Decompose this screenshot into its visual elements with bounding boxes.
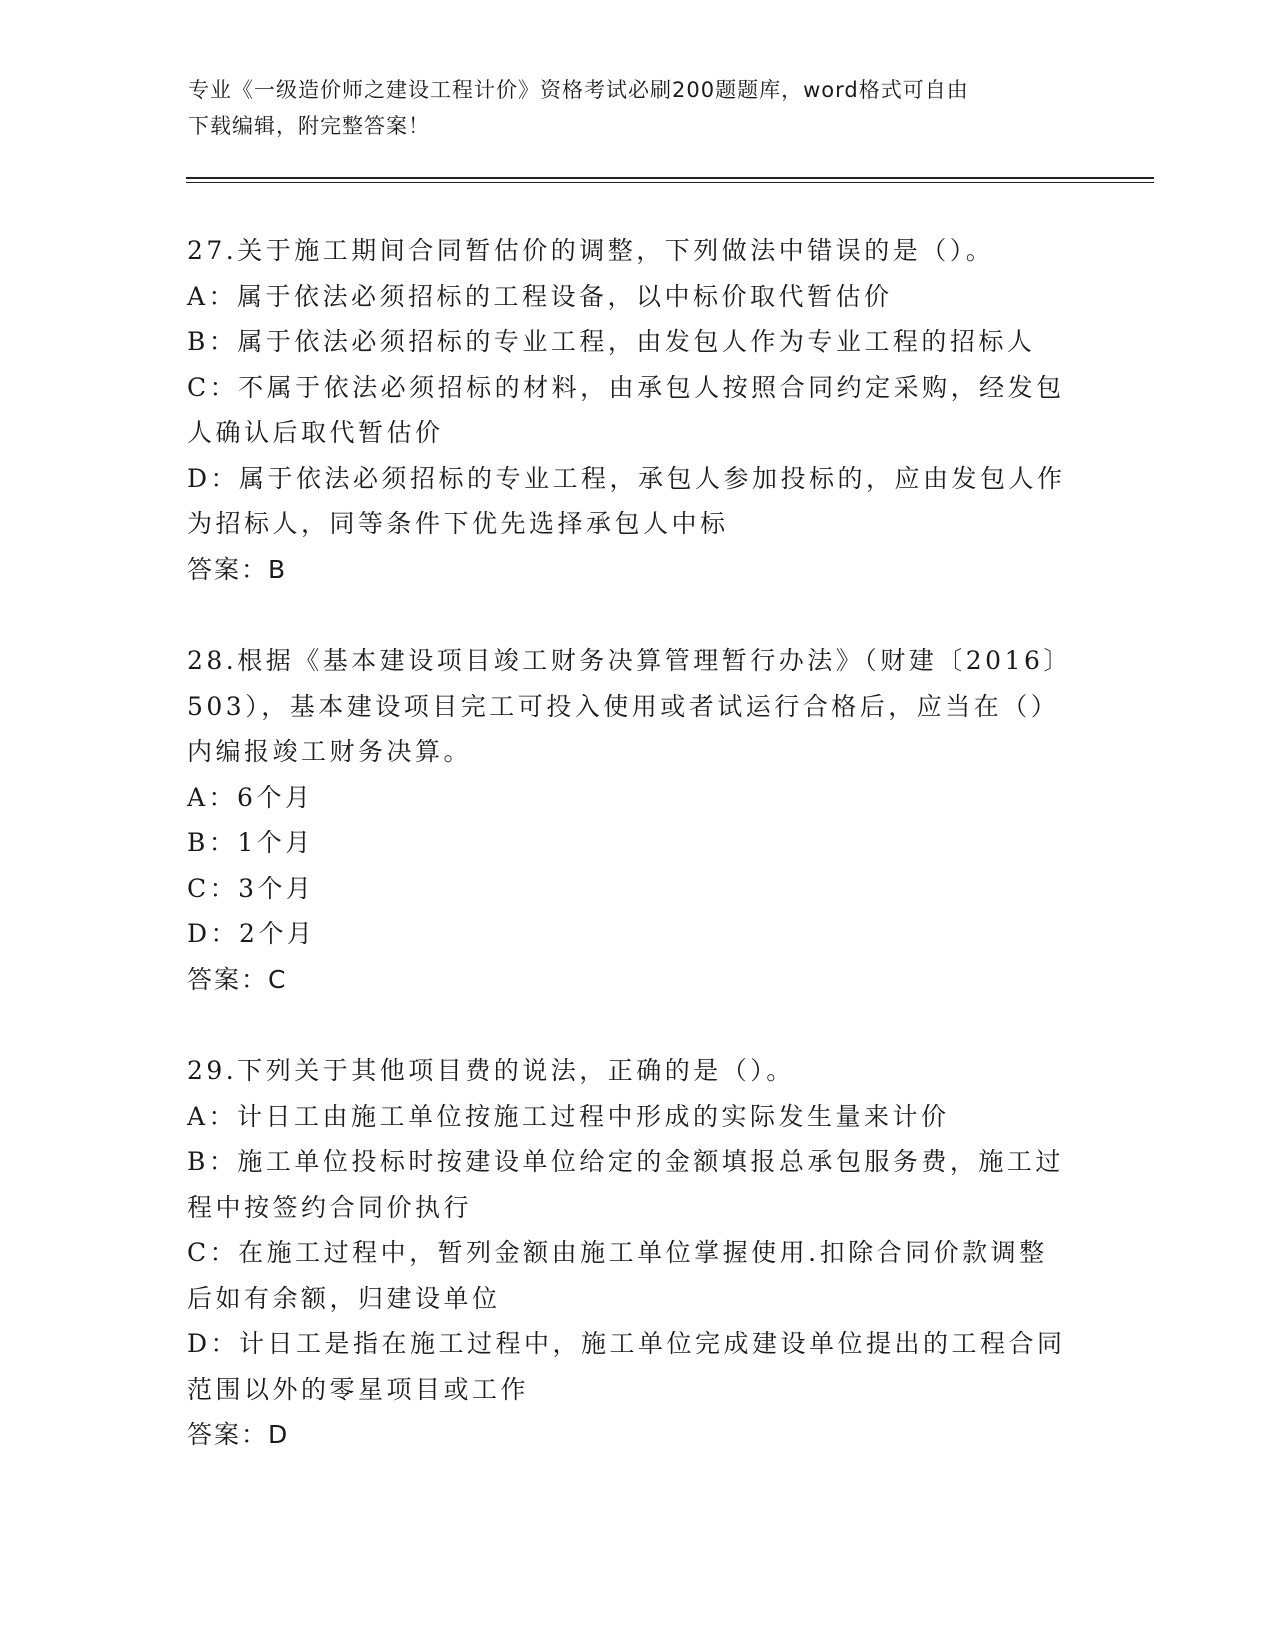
option-c-continued: 后如有余额，归建设单位 — [187, 1283, 501, 1313]
question-27 — [187, 228, 1087, 592]
option-c: C：3个月 — [187, 873, 315, 903]
option-a: A：计日工由施工单位按施工过程中形成的实际发生量来计价 — [187, 1101, 950, 1131]
option-a: A：6个月 — [187, 782, 314, 812]
header-divider-thick — [186, 177, 1154, 179]
option-b: B：施工单位投标时按建设单位给定的金额填报总承包服务费，施工过 — [187, 1147, 1064, 1176]
header-divider-thin — [186, 182, 1154, 183]
document-intro — [188, 72, 1088, 144]
option-d: D：2个月 — [187, 919, 316, 948]
option-b: B：1个月 — [187, 828, 314, 857]
option-c-continued: 人确认后取代暂估价 — [187, 418, 444, 447]
question-stem: 29.下列关于其他项目费的说法，正确的是（）。 — [187, 1056, 795, 1085]
intro-line-2: 下载编辑，附完整答案！ — [188, 114, 430, 138]
question-28 — [187, 638, 1087, 1002]
intro-line-1: 专业《一级造价师之建设工程计价》资格考试必刷200题题库，word格式可自由 — [188, 78, 969, 102]
question-stem-continued: 内编报竣工财务决算。 — [187, 737, 473, 766]
answer-line: 答案：B — [187, 554, 288, 584]
option-d-continued: 为招标人，同等条件下优先选择承包人中标 — [187, 509, 729, 538]
option-b-continued: 程中按签约合同价执行 — [187, 1192, 473, 1222]
question-stem: 28.根据《基本建设项目竣工财务决算管理暂行办法》（财建〔2016〕 — [187, 646, 1072, 675]
question-list — [187, 228, 1087, 1504]
option-d-continued: 范围以外的零星项目或工作 — [187, 1374, 530, 1404]
option-c: C：在施工过程中，暂列金额由施工单位掌握使用.扣除合同价款调整 — [187, 1238, 1048, 1267]
question-stem: 27.关于施工期间合同暂估价的调整，下列做法中错误的是（）。 — [187, 236, 995, 265]
question-stem-continued: 503），基本建设项目完工可投入使用或者试运行合格后，应当在（） — [187, 691, 1060, 721]
question-29 — [187, 1048, 1087, 1458]
option-d: D：计日工是指在施工过程中，施工单位完成建设单位提出的工程合同 — [187, 1329, 1066, 1358]
answer-line: 答案：C — [187, 964, 288, 994]
option-c: C：不属于依法必须招标的材料，由承包人按照合同约定采购，经发包 — [187, 372, 1065, 402]
option-d: D：属于依法必须招标的专业工程，承包人参加投标的，应由发包人作 — [187, 463, 1066, 493]
option-b: B：属于依法必须招标的专业工程，由发包人作为专业工程的招标人 — [187, 327, 1036, 356]
answer-line: 答案：D — [187, 1420, 290, 1449]
option-a: A：属于依法必须招标的工程设备，以中标价取代暂估价 — [187, 281, 893, 311]
